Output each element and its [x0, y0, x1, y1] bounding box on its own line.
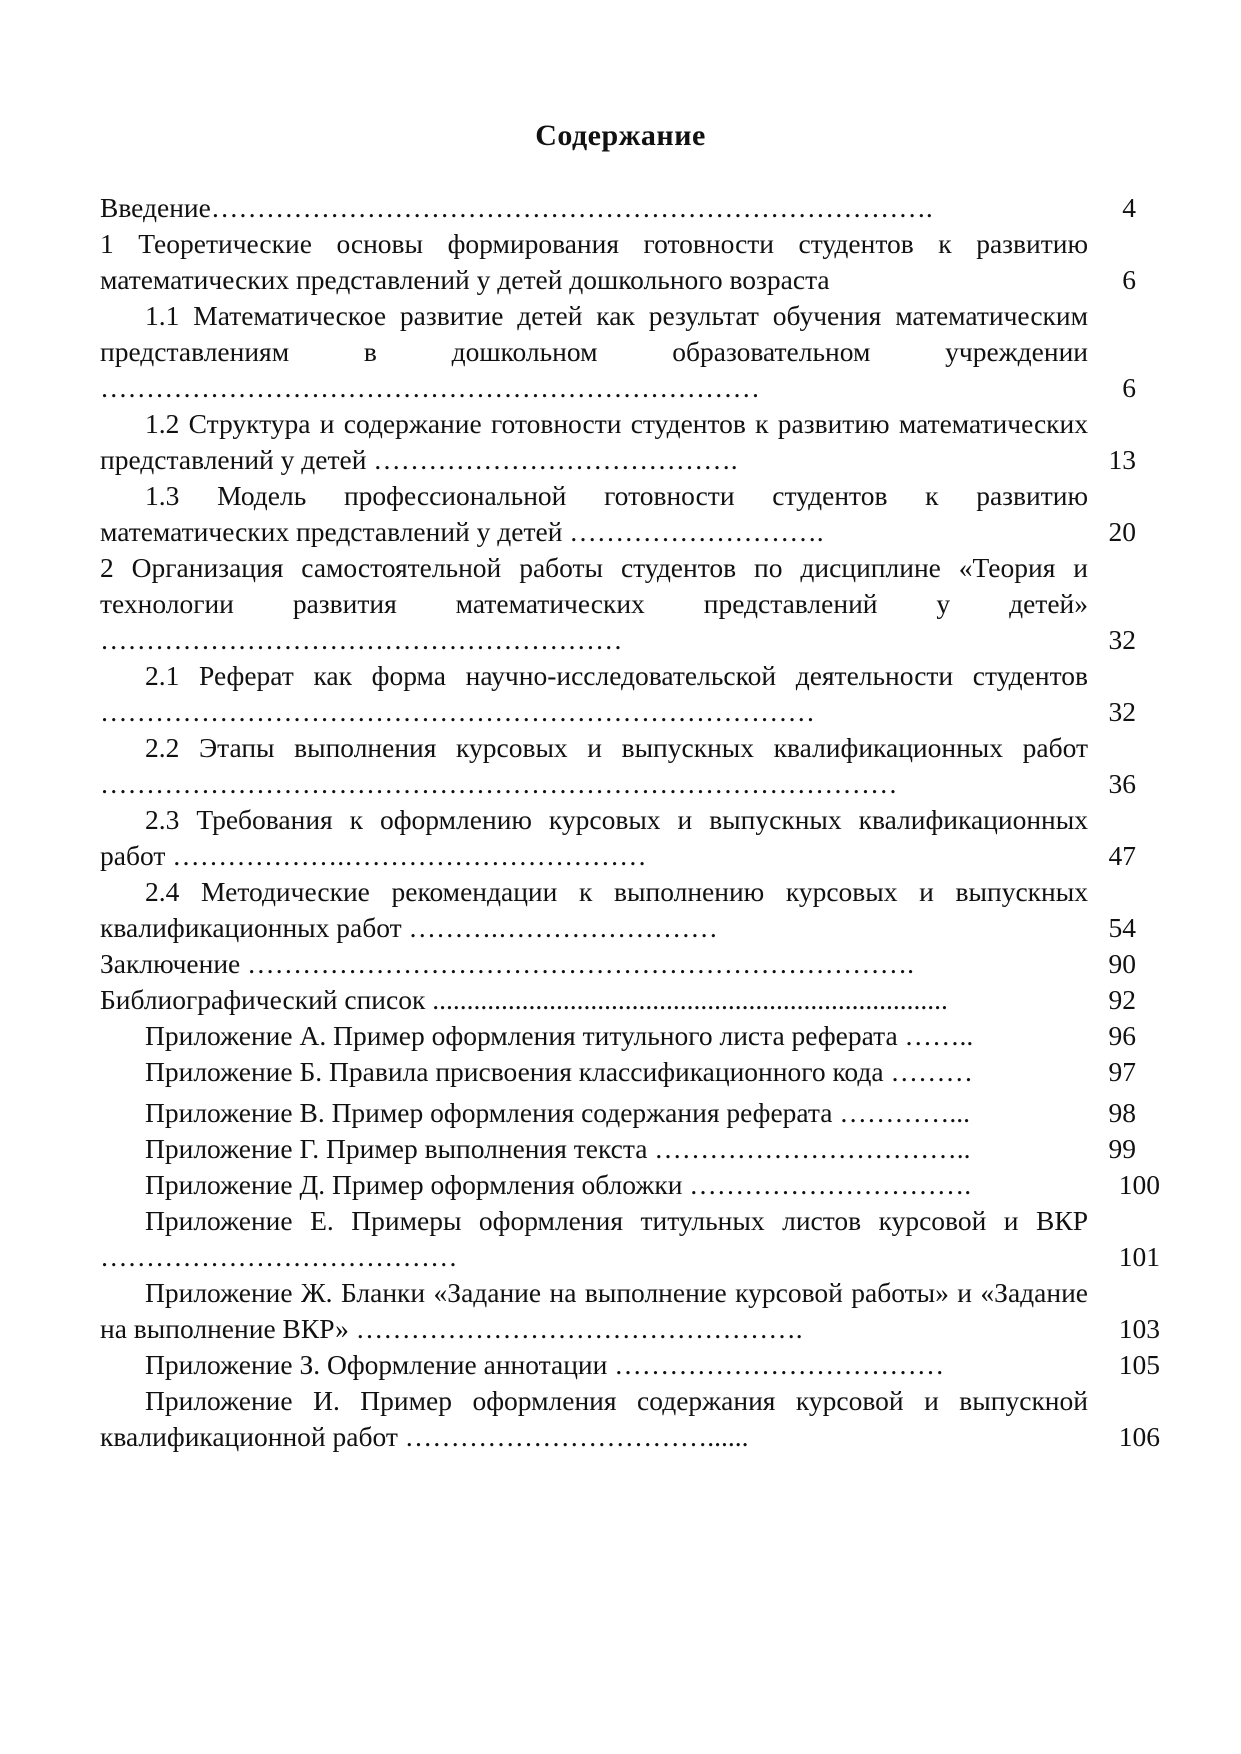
toc-entry-appendix-b[interactable]: [100, 1054, 1160, 1090]
toc-page-number: 103: [1118, 1313, 1160, 1344]
toc-entry-appendix-z[interactable]: [100, 1347, 1160, 1383]
toc-entry-text: 2.4 Методические рекомендации к выполнению курсовых и выпускных квалификационных работ ……….……………………: [100, 876, 1088, 943]
toc-entry-section-1-2[interactable]: [100, 406, 1160, 478]
toc-entry-text: Приложение А. Пример оформления титульного листа реферата ……..: [145, 1020, 974, 1051]
toc-entry-text: Приложение Ж. Бланки «Задание на выполнение курсовой работы» и «Задание на выполнение ВКР» ………………………………………….: [100, 1277, 1088, 1344]
toc-entry-section-2-1[interactable]: [100, 658, 1160, 730]
toc-entry-text: 1 Теоретические основы формирования готовности студентов к развитию математических представлений у детей дошкольного возраста: [100, 228, 1088, 295]
toc-entry-text: Приложение Г. Пример выполнения текста ……………………………..: [145, 1133, 971, 1164]
toc-entry-text: 2.2 Этапы выполнения курсовых и выпускных квалификационных работ ……………………………………………………………………………: [100, 732, 1088, 799]
toc-page-number: 36: [1108, 768, 1136, 799]
toc-page-number: 54: [1108, 912, 1136, 943]
toc-entry-text: 1.1 Математическое развитие детей как результат обучения математическим представлениям в дошкольном образовательном учреждении ………………………………………………………………: [100, 300, 1088, 403]
toc-page-number: 105: [1118, 1349, 1160, 1380]
toc-entry-text: Приложение Б. Правила присвоения классификационного кода ………: [145, 1056, 973, 1087]
toc-entry-appendix-i[interactable]: [100, 1383, 1160, 1455]
toc-entry-section-2-3[interactable]: [100, 802, 1160, 874]
toc-page-number: 101: [1118, 1241, 1160, 1272]
toc-entry-appendix-a[interactable]: [100, 1018, 1160, 1054]
toc-page-number: 13: [1108, 444, 1136, 475]
toc-entry-text: Приложение З. Оформление аннотации ………………………………: [145, 1349, 945, 1380]
toc-entry-section-1-1[interactable]: [100, 298, 1160, 406]
page-title: Содержание: [535, 119, 706, 152]
toc-page-number: 100: [1118, 1169, 1160, 1200]
toc-entry-chapter-2[interactable]: [100, 550, 1160, 658]
toc-entry-text: Приложение И. Пример оформления содержания курсовой и выпускной квалификационной работ ……………………………......: [100, 1385, 1088, 1452]
toc-entry-text: Приложение В. Пример оформления содержания реферата …………...: [145, 1097, 970, 1128]
toc-entry-appendix-g[interactable]: [100, 1131, 1160, 1167]
toc-page-number: 98: [1108, 1097, 1136, 1128]
toc-page-number: 106: [1118, 1421, 1160, 1452]
toc-entry-appendix-e[interactable]: [100, 1203, 1160, 1275]
toc-entry-text: Введение…………………………………………………………………….: [100, 192, 933, 223]
toc-page-number: 97: [1108, 1056, 1136, 1087]
toc-entry-introduction[interactable]: [100, 190, 1160, 226]
toc-page-number: 90: [1108, 948, 1136, 979]
toc-page-number: 32: [1108, 696, 1136, 727]
toc-entry-section-2-2[interactable]: [100, 730, 1160, 802]
toc-entry-text: Приложение Д. Пример оформления обложки ………………………….: [145, 1169, 972, 1200]
toc-page-number: 96: [1108, 1020, 1136, 1051]
toc-page-number: 99: [1108, 1133, 1136, 1164]
toc-entry-appendix-zh[interactable]: [100, 1275, 1160, 1347]
toc-entry-text: Библиографический список ...........................................................................: [100, 984, 948, 1015]
toc-entry-text: 2.1 Реферат как форма научно-исследовательской деятельности студентов ……………………………………………………………………: [100, 660, 1088, 727]
toc-page-number: 20: [1108, 516, 1136, 547]
toc-page-number: 92: [1108, 984, 1136, 1015]
toc-entry-text: 1.2 Структура и содержание готовности студентов к развитию математических представлений у детей ………………………………….: [100, 408, 1088, 475]
toc-entry-appendix-d[interactable]: [100, 1167, 1160, 1203]
toc-entry-section-1-3[interactable]: [100, 478, 1160, 550]
toc-page-number: 4: [1122, 192, 1136, 223]
toc-entry-text: Приложение Е. Примеры оформления титульных листов курсовой и ВКР …………………………………: [100, 1205, 1088, 1272]
toc-entry-text: Заключение ……………………………………………………………….: [100, 948, 914, 979]
toc-entry-text: 2 Организация самостоятельной работы студентов по дисциплине «Теория и технологии развития математических представлений у детей» …………………………………………………: [100, 552, 1088, 655]
toc-entry-text: 1.3 Модель профессиональной готовности студентов к развитию математических представлений у детей ……………………….: [100, 480, 1088, 547]
toc-page-number: 47: [1108, 840, 1136, 871]
toc-entry-conclusion[interactable]: [100, 946, 1160, 982]
toc-page-number: 6: [1122, 264, 1136, 295]
toc-entry-appendix-v[interactable]: [100, 1095, 1160, 1131]
toc-entry-bibliography[interactable]: [100, 982, 1160, 1018]
toc-entry-text: 2.3 Требования к оформлению курсовых и выпускных квалификационных работ ……………….……………………………: [100, 804, 1088, 871]
toc-entry-section-2-4[interactable]: [100, 874, 1160, 946]
toc-page-number: 32: [1108, 624, 1136, 655]
table-of-contents: [100, 190, 1160, 1455]
toc-entry-chapter-1[interactable]: [100, 226, 1160, 298]
toc-page-number: 6: [1122, 372, 1136, 403]
